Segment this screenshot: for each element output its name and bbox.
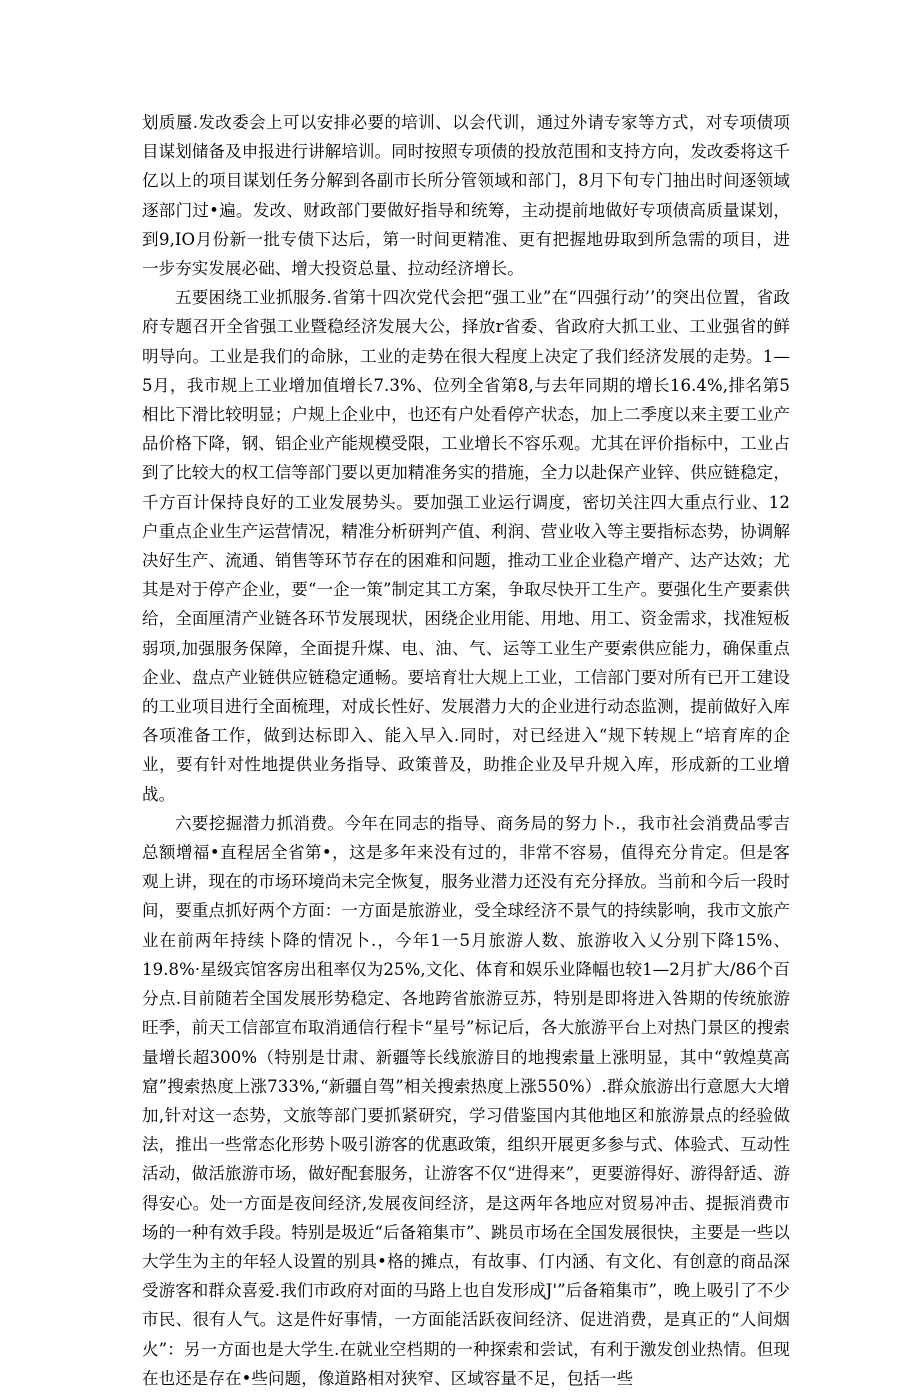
paragraph-project-planning: 划质蜃.发改委会上可以安排必要的培训、以会代训，通过外请专家等方式，对专项债项目谋划储备及申报进行讲解培训。同时按照专项债的投放范围和支持方向，发改委将这千亿以上的项目谋划任务分解到各副市长所分管领域和部门，8月下旬专门抽出时间逐领域逐部门过•遍。发改、财政部门要做好指导和统筹，主动提前地做好专项债高质量谋划，到9,IO月份新一批专债下达后，第一时间更精准、更有把握地毋取到所急需的项目，进一步夯实发展必础、增大投资总量、拉动经济增长。	[142, 113, 790, 279]
paragraph-consumption: 六要挖掘潜力抓消费。今年在同志的指导、商务局的努力卜.，我市社会消费品零吉总额增福•直程居全省第•，这是多年来没有过的，非常不容易，值得充分肯定。但是客观上讲，现在的市场环境尚未完全恢复，服务业潜力还没有充分择放。当前和今后一段时间，要重点抓好两个方面：一方面是旅游业，受全球经济不景气的持续影响，我市文旅产业在前两年持续卜降的情况卜.，今年1一5月旅游人数、旅游收入乂分别下降15%、19.8%·星级宾馆客房出租率仅为25%,文化、体育和娱乐业降幅也较1—2月扩大/86个百分点.目前随若全国发展形势稳定、各地跨省旅游豆苏，特别是即将进入咎期的传统旅游旺季，前天工信部宣布取消通信行程卡“星号”标记后，各大旅游平台上对热门景区的搜索量增长超300%（特别是廿肃、新疆等长线旅游目的地搜索量上涨明显，其中“敦煌莫高窟”搜索热度上涨733%,“新疆自驾”相关搜索热度上涨550%）.群众旅游出行意愿大大增加,针对这一态势，文旅等部门要抓紧研究，学习借鉴国内其他地区和旅游景点的经验做法，推出一些常态化形势卜吸引游客的优惠政策，组织开展更多参与式、体验式、互动性活动，做活旅游市场，做好配套服务，让游客不仅“进得来”，更要游得好、游得舒适、游得安心。处一方面是夜间经济,发展夜间经济，是这两年各地应对贸易冲击、提振消费市场的一种有效手段。特别是圾近“后备箱集市”、跳员市场在全国发展很快，主要是一些以大学生为主的年轻人设置的别具•格的摊点，有故事、仃内涵、有文化、有创意的商品深受游客和群众喜爱.我们市政府对面的马路上也自发形成J'”后备箱集市”，晚上吸引了不少市民、很有人气。这是件好事情，一方面能活跃夜间经济、促进消费，是真正的“人间烟火”：另一方面也是大学生.在就业空档期的一种探索和尝试，有利于激发创业热情。但现在也还是存在•些问题，像道路相对狭窄、区域容量不足，包括一些	[142, 813, 790, 1388]
document-page	[142, 108, 790, 1393]
paragraph-industry-service: 五要困绕工业抓服务.省第十四次党代会把“强工业”在“四强行动’’的突出位置，省政府专题召开全省强工业暨稳经济发展大公，择放r省委、省政府大抓工业、工业强省的鲜明导向。工业是我们的命脉，工业的走势在很大程度上决定了我们经济发展的走势。1—5月，我市规上工业增加值增长7.3%、位列全省第8,与去年同期的增长16.4%,排名第5相比下滑比较明显；户规上企业中，也还有户处看停产状态，加上二季度以来主要工业产品价格下降，钢、铝企业产能规模受限，工业增长不容乐观。尤其在评价指标中，工业占到了比较大的权工信等部门要以更加精准务实的措施，全力以赴保产业锌、供应链稳定，千方百计保持良好的工业发展势头。要加强工业运行调度，密切关注四大重点行业、12户重点企业生产运营情况，精准分析研判产值、利润、营业收入等主要指标态势，协调解决好生产、流通、销售等环节存在的困难和问题，推动工业企业稳产增产、达产达效；尤其是对于停产企业，要“一企一策”制定其工方案，争取尽快开工生产。要强化生产要素供给，全面厘清产业链各环节发展现状，困绕企业用能、用地、用工、资金需求，找准短板弱项,加强服务保障，全面提升煤、电、油、气、运等工业生产要索供应能力，确保重点企业、盘点产业链供应链稳定通畅。要培育壮大规上工业，工信部门要对所有已开工建设的工业项目进行全面梳理，对成长性好、发展潜力大的企业进行动态监测，提前做好入库各项准备工作，做到达标即入、能入早入.同时，对已经进入“规下转规上“培育库的企业，要有针对性地提供业务指导、政策普及，助推企业及早升规入库，形成新的工业增战。	[142, 288, 790, 804]
